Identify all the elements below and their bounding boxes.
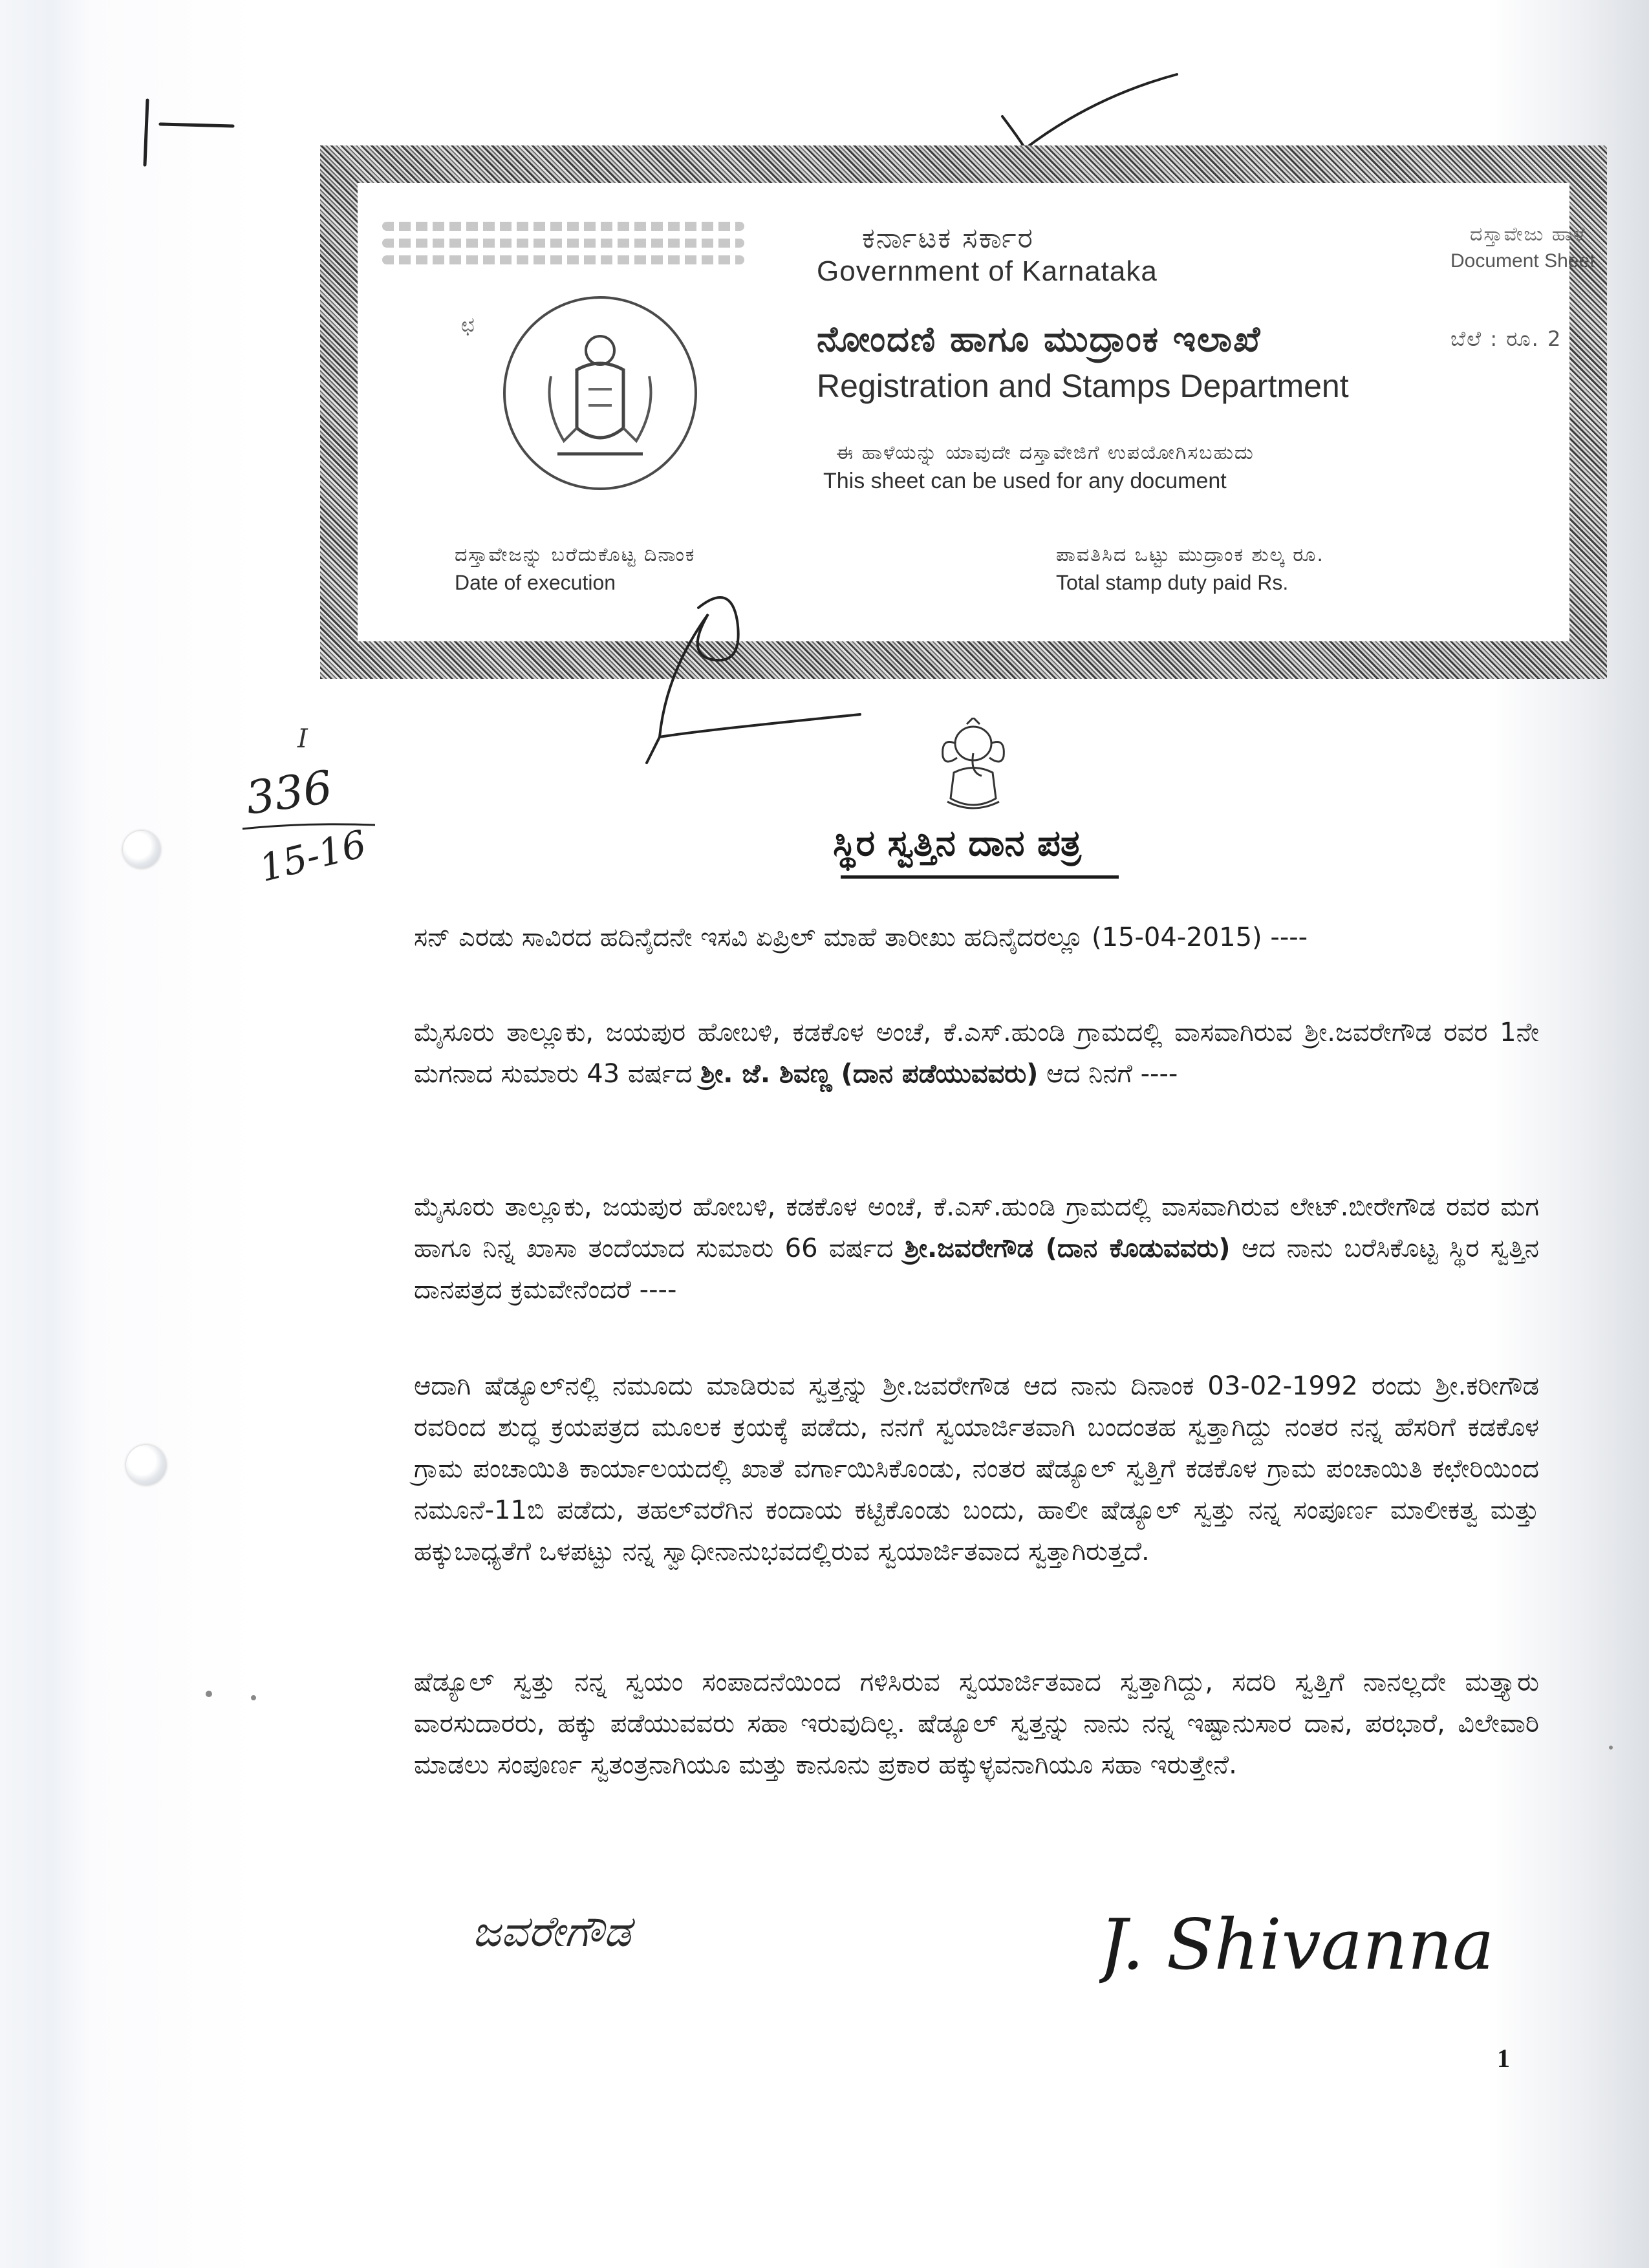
recipient-text-a: ಮೈಸೂರು ತಾಲ್ಲೂಕು, ಜಯಪುರ ಹೋಬಳಿ, ಕಡಕೊಳ ಅಂಚೆ, ಕೆ.ಎಸ್.ಹುಂಡಿ ಗ್ರಾಮದಲ್ಲಿ ವಾಸವಾಗಿರುವ ಶ್ರೀ.ಜವರೇಗೌಡ ರವರ 1ನೇ ಮಗನಾದ ಸುಮಾರು 43 ವರ್ಷದ [414, 1018, 1539, 1089]
karnataka-emblem [503, 296, 697, 490]
recipient-paragraph [414, 1012, 1539, 1095]
checkmark-icon [996, 71, 1190, 155]
usage-note-kannada: ಈ ಹಾಳೆಯನ್ನು ಯಾವುದೇ ದಸ್ತಾವೇಜಿಗೆ ಉಪಯೋಗಿಸಬಹುದು [836, 442, 1255, 464]
price-label: ಬೆಲೆ : ರೂ. 2 [1450, 326, 1562, 351]
margin-ref-line2: 336 [242, 760, 336, 825]
recipient-signature-text: J. Shivanna [1099, 1905, 1494, 1985]
punch-hole [126, 1445, 166, 1485]
recipient-signature [1099, 1894, 1591, 2004]
document-title: ಸ್ಥಿರ ಸ್ವತ್ತಿನ ದಾನ ಪತ್ರ [833, 822, 1081, 864]
recipient-name: ಶ್ರೀ. ಜೆ. ಶಿವಣ್ಣ (ದಾನ ಪಡೆಯುವವರು) [700, 1059, 1039, 1089]
stamp-paper-border [320, 145, 1607, 679]
doc-sheet-kannada: ದಸ್ತಾವೇಜು ಹಾಳೆ [1470, 223, 1586, 246]
handwritten-margin-mark [129, 97, 239, 168]
donor-paragraph [414, 1186, 1539, 1311]
ownership-rights-paragraph: ಷೆಡ್ಯೂಲ್ ಸ್ವತ್ತು ನನ್ನ ಸ್ವಯಂ ಸಂಪಾದನೆಯಿಂದ ಗಳಿಸಿರುವ ಸ್ವಯಾರ್ಜಿತವಾದ ಸ್ವತ್ತಾಗಿದ್ದು, ಸದರಿ ಸ್ವತ್ತಿಗೆ ನಾನಲ್ಲದೇ ಮತ್ತ್ಯಾರು ವಾರಸುದಾರರು, ಹಕ್ಕು ಪಡೆಯುವವರು ಸಹಾ ಇರುವುದಿಲ್ಲ. ಷೆಡ್ಯೂಲ್ ಸ್ವತ್ತನ್ನು ನಾನು ನನ್ನ ಇಷ್ಟಾನುಸಾರ ದಾನ, ಪರಭಾರೆ, ವಿಲೇವಾರಿ ಮಾಡಲು ಸಂಪೂರ್ಣ ಸ್ವತಂತ್ರನಾಗಿಯೂ ಮತ್ತು ಕಾನೂನು ಪ್ರಕಾರ ಹಕ್ಕುಳ್ಳವನಾಗಿಯೂ ಸಹಾ ಇರುತ್ತೇನೆ. [414, 1667, 1539, 1780]
stamp-duty-kannada: ಪಾವತಿಸಿದ ಒಟ್ಟು ಮುದ್ರಾಂಕ ಶುಲ್ಕ ರೂ. [1056, 544, 1324, 566]
stamp-duty-label: Total stamp duty paid Rs. [1056, 571, 1289, 594]
execution-date-label: Date of execution [455, 571, 616, 594]
faded-print [382, 239, 744, 248]
donor-text-b: ಆದ ನಾನು ಬರೆಸಿಕೊಟ್ಟ ಸ್ಥಿರ ಸ್ವತ್ತಿನ ದಾನಪತ್ರದ ಕ್ರಮವೇನೆಂದರೆ ---- [414, 1234, 1539, 1305]
execution-date-kannada: ದಸ್ತಾವೇಜನ್ನು ಬರೆದುಕೊಟ್ಟ ದಿನಾಂಕ [455, 544, 696, 566]
date-text: ಸನ್ ಎರಡು ಸಾವಿರದ ಹದಿನೈದನೇ ಇಸವಿ ಏಪ್ರಿಲ್ ಮಾಹೆ ತಾರೀಖು ಹದಿನೈದರಲ್ಲೂ (15-04-2015) ---- [414, 923, 1308, 952]
dept-name-kannada: ನೋಂದಣಿ ಹಾಗೂ ಮುದ್ರಾಂಕ ಇಲಾಖೆ [817, 319, 1262, 359]
punch-hole [123, 831, 160, 868]
govt-name-kannada: ಕರ್ನಾಟಕ ಸರ್ಕಾರ [862, 222, 1034, 255]
scan-speck [251, 1695, 256, 1700]
donor-text-a: ಮೈಸೂರು ತಾಲ್ಲೂಕು, ಜಯಪುರ ಹೋಬಳಿ, ಕಡಕೊಳ ಅಂಚೆ, ಕೆ.ಎಸ್.ಹುಂಡಿ ಗ್ರಾಮದಲ್ಲಿ ವಾಸವಾಗಿರುವ ಲೇಟ್.ಬೀರೇಗೌಡ ರವರ ಮಗ ಹಾಗೂ ನಿನ್ನ ಖಾಸಾ ತಂದೆಯಾದ ಸುಮಾರು 66 ವರ್ಷದ [414, 1192, 1539, 1263]
margin-ref-line1: I [297, 724, 308, 754]
recipient-text-b: ಆದ ನಿನಗೆ ---- [1038, 1059, 1178, 1089]
faded-print [382, 255, 744, 264]
property-history-paragraph: ಆದಾಗಿ ಷೆಡ್ಯೂಲ್‌ನಲ್ಲಿ ನಮೂದು ಮಾಡಿರುವ ಸ್ವತ್ತನ್ನು ಶ್ರೀ.ಜವರೇಗೌಡ ಆದ ನಾನು ದಿನಾಂಕ 03-02-1992 ರಂದು ಶ್ರೀ.ಕರೀಗೌಡ ರವರಿಂದ ಶುದ್ಧ ಕ್ರಯಪತ್ರದ ಮೂಲಕ ಕ್ರಯಕ್ಕೆ ಪಡೆದು, ನನಗೆ ಸ್ವಯಾರ್ಜಿತವಾಗಿ ಬಂದಂತಹ ಸ್ವತ್ತಾಗಿದ್ದು ನಂತರ ನನ್ನ ಹೆಸರಿಗೆ ಕಡಕೊಳ ಗ್ರಾಮ ಪಂಚಾಯಿತಿ ಕಾರ್ಯಾಲಯದಲ್ಲಿ ಖಾತೆ ವರ್ಗಾಯಿಸಿಕೊಂಡು, ನಂತರ ಷೆಡ್ಯೂಲ್ ಸ್ವತ್ತಿಗೆ ಕಡಕೊಳ ಗ್ರಾಮ ಪಂಚಾಯಿತಿ ಕಛೇರಿಯಿಂದ ನಮೂನೆ-11ಬಿ ಪಡೆದು, ತಹಲ್‌ವರೆಗಿನ ಕಂದಾಯ ಕಟ್ಟಿಕೊಂಡು ಬಂದು, ಹಾಲೀ ಷೆಡ್ಯೂಲ್ ಸ್ವತ್ತು ನನ್ನ ಸಂಪೂರ್ಣ ಮಾಲೀಕತ್ವ ಮತ್ತು ಹಕ್ಕುಬಾಧ್ಯತೆಗೆ ಒಳಪಟ್ಟು ನನ್ನ ಸ್ವಾಧೀನಾನುಭವದಲ್ಲಿರುವ ಸ್ವಯಾರ್ಜಿತವಾದ ಸ್ವತ್ತಾಗಿರುತ್ತದೆ. [414, 1371, 1539, 1567]
donor-name: ಶ್ರೀ.ಜವರೇಗೌಡ (ದಾನ ಕೊಡುವವರು) [904, 1234, 1231, 1263]
emblem-side-mark: ಛ [461, 312, 476, 337]
handwritten-initial-flourish [601, 569, 873, 776]
margin-reference-number [239, 711, 388, 905]
govt-name-english: Government of Karnataka [817, 255, 1158, 287]
title-underline [841, 875, 1119, 879]
page-number: 1 [1497, 2044, 1510, 2073]
stamp-paper-header [358, 183, 1595, 641]
usage-note-english: This sheet can be used for any document [823, 469, 1227, 493]
scan-speck [206, 1691, 212, 1697]
donor-signature [466, 1894, 828, 1972]
date-paragraph [414, 917, 1539, 958]
donor-signature-text: ಜವರೇಗೌಡ [472, 1907, 631, 1956]
faded-print [382, 222, 744, 231]
margin-ref-line3: 15-16 [255, 821, 371, 891]
doc-sheet-english: Document Sheet [1450, 250, 1595, 272]
dept-name-english: Registration and Stamps Department [817, 368, 1349, 404]
scan-speck [1609, 1746, 1613, 1749]
ganesha-illustration [931, 718, 1015, 815]
